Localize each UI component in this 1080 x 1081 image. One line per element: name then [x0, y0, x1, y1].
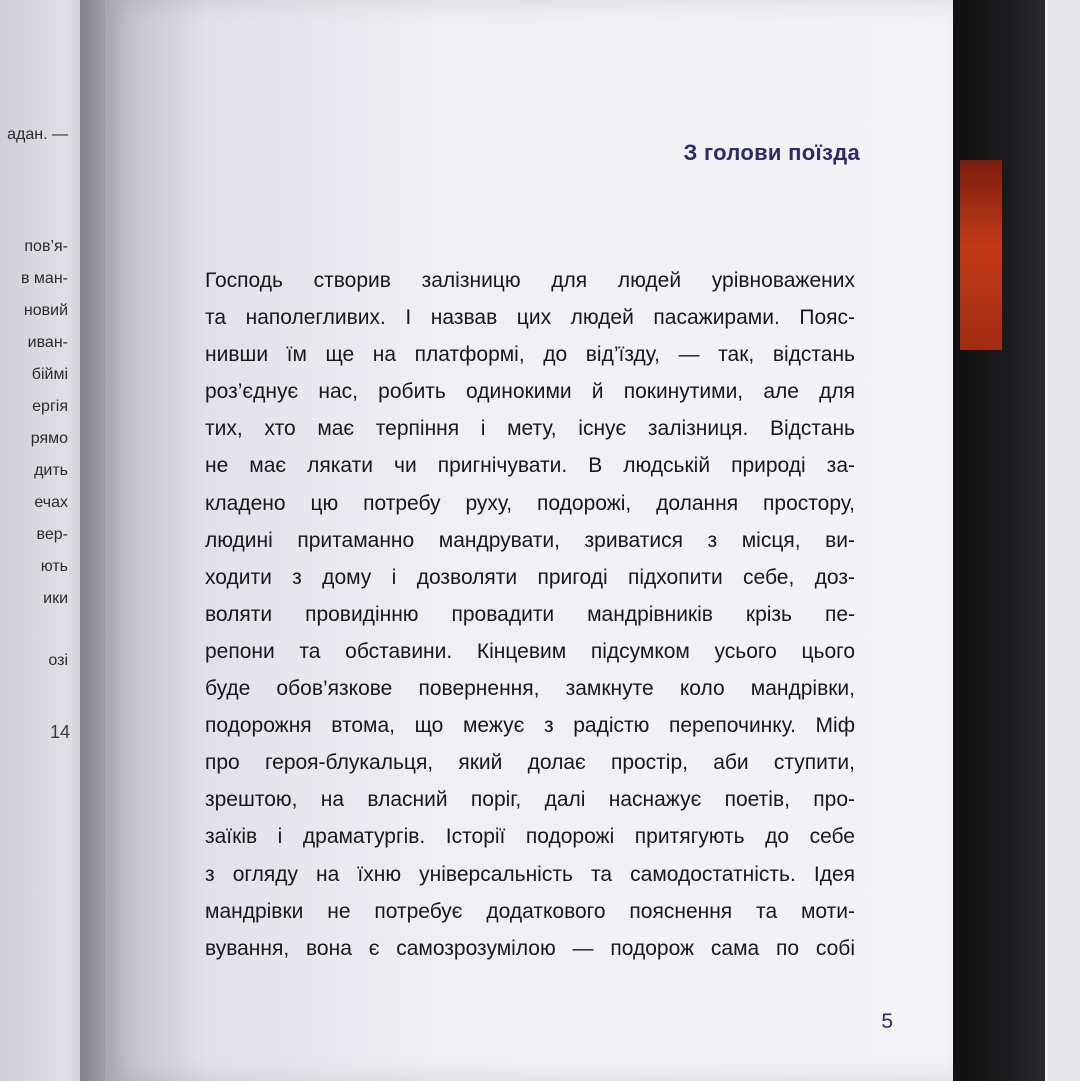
left-page-fragment: ики	[43, 590, 68, 607]
chapter-title: З голови поїзда	[683, 140, 860, 165]
text-line: нивши їм ще на платформі, до від’їзду, — так, відстань	[205, 343, 855, 367]
text-line: ходити з дому і дозволяти пригоді підхопити себе, доз-	[205, 565, 855, 589]
text-line: про героя-блукальця, який долає простір, аби ступити,	[205, 751, 855, 775]
text-line: не має лякати чи пригнічувати. В людській природі за-	[205, 454, 855, 478]
text-line: заїків і драматургів. Історії подорожі притягують до себе	[205, 825, 855, 849]
text-line: людині притаманно мандрувати, зриватися з місця, ви-	[205, 528, 855, 552]
text-line: репони та обставини. Кінцевим підсумком усього цього	[205, 639, 855, 663]
text-line: буде обов’язкове повернення, замкнуте коло мандрівки,	[205, 677, 855, 701]
left-page-fragment: в ман-	[20, 270, 68, 287]
book-cover-red-accent	[960, 160, 1002, 350]
text-line: вування, вона є самозрозумілою — подорож сама по собі	[205, 936, 855, 960]
left-page-fragment: дить	[34, 462, 68, 479]
right-page	[105, 0, 953, 1081]
text-line: та наполегливих. І назвав цих людей пасажирами. Пояс-	[205, 306, 855, 330]
text-line: подорожня втома, що межує з радістю перепочинку. Міф	[205, 714, 855, 738]
text-line: з огляду на їхню універсальність та самодостатність. Ідея	[205, 862, 855, 886]
text-line: Господь створив залізницю для людей урівноважених	[205, 269, 855, 292]
left-page-number: 14	[49, 722, 70, 742]
left-page-fragment: ергія	[32, 398, 68, 415]
left-page-fragment: рямо	[30, 430, 68, 447]
left-page-fragment: біймі	[31, 366, 68, 383]
body-text	[205, 262, 855, 967]
page-number: 5	[881, 1010, 893, 1033]
left-page-fragment: иван-	[27, 334, 68, 351]
text-line: воляти провидінню провадити мандрівників крізь пе-	[205, 602, 855, 626]
left-page-fragment: ечах	[34, 494, 68, 511]
left-page-fragment: новий	[23, 302, 68, 319]
left-page-fragment: ють	[40, 558, 68, 575]
left-page-fragment: вер-	[36, 526, 68, 543]
left-page-fragment: адан. —	[7, 126, 68, 143]
text-line: зрештою, на власний поріг, далі наснажує поетів, про-	[205, 788, 855, 812]
left-page-fragment: озі	[48, 652, 68, 669]
text-line: роз’єднує нас, робить одинокими й покинутими, але для	[205, 380, 855, 404]
text-line: тих, хто має терпіння і мету, існує залізниця. Відстань	[205, 417, 855, 441]
text-line: кладено цю потребу руху, подорожі, долання простору,	[205, 491, 855, 515]
left-page-fragment: пов’я-	[24, 238, 68, 255]
text-line: мандрівки не потребує додаткового пояснення та моти-	[205, 899, 855, 923]
